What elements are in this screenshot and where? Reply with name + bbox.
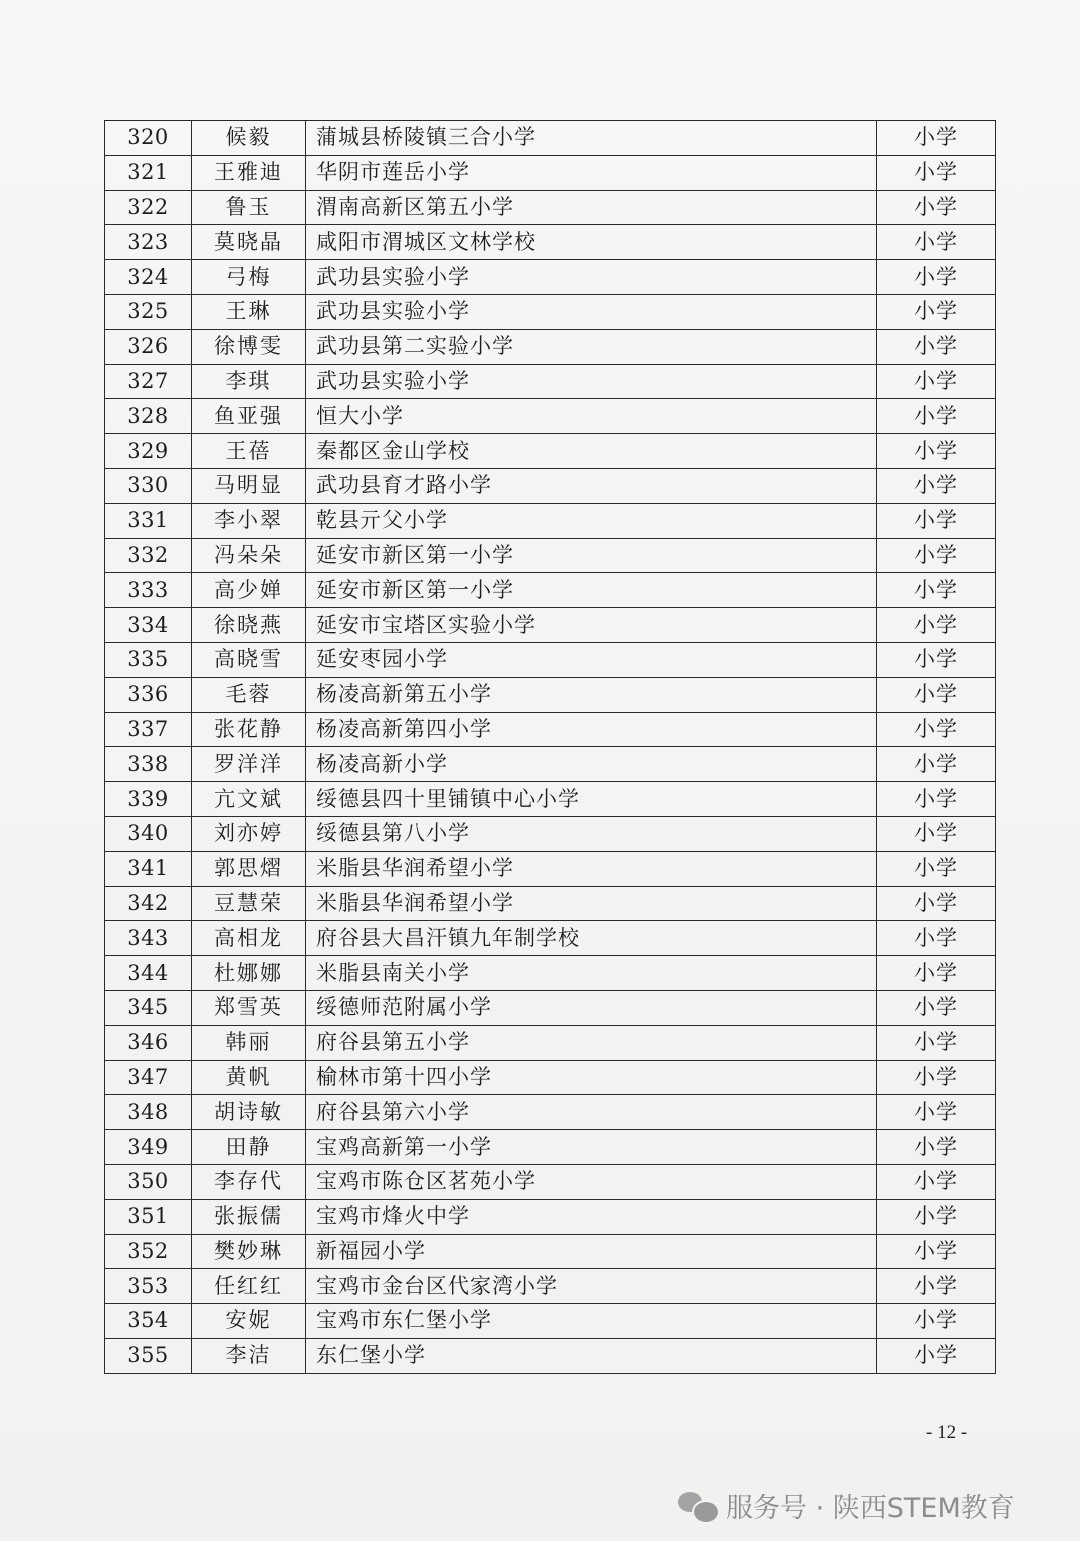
row-number-cell: 353 (105, 1269, 192, 1304)
name-cell: 王琳 (192, 294, 306, 329)
school-cell: 秦都区金山学校 (306, 434, 877, 469)
level-cell: 小学 (877, 1234, 996, 1269)
level-cell: 小学 (877, 573, 996, 608)
level-cell: 小学 (877, 329, 996, 364)
table-row (105, 677, 996, 712)
school-cell: 米脂县南关小学 (306, 956, 877, 991)
table-row (105, 747, 996, 782)
name-cell: 李琪 (192, 364, 306, 399)
table-row (105, 503, 996, 538)
level-cell: 小学 (877, 990, 996, 1025)
table-row (105, 712, 996, 747)
table-row (105, 538, 996, 573)
name-cell: 韩丽 (192, 1025, 306, 1060)
table-row (105, 155, 996, 190)
level-cell: 小学 (877, 538, 996, 573)
table-row (105, 1234, 996, 1269)
page-number: - 12 - (926, 1422, 968, 1443)
row-number-cell: 327 (105, 364, 192, 399)
row-number-cell: 323 (105, 225, 192, 260)
table-row (105, 642, 996, 677)
table-row (105, 225, 996, 260)
row-number-cell: 355 (105, 1338, 192, 1373)
table-row (105, 1095, 996, 1130)
school-cell: 宝鸡高新第一小学 (306, 1130, 877, 1165)
row-number-cell: 346 (105, 1025, 192, 1060)
level-cell: 小学 (877, 956, 996, 991)
school-cell: 宝鸡市东仁堡小学 (306, 1304, 877, 1339)
name-cell: 李洁 (192, 1338, 306, 1373)
level-cell: 小学 (877, 1199, 996, 1234)
school-cell: 武功县实验小学 (306, 260, 877, 295)
table-row (105, 956, 996, 991)
level-cell: 小学 (877, 642, 996, 677)
level-cell: 小学 (877, 1025, 996, 1060)
table-row (105, 573, 996, 608)
name-cell: 弓梅 (192, 260, 306, 295)
row-number-cell: 331 (105, 503, 192, 538)
school-cell: 恒大小学 (306, 399, 877, 434)
level-cell: 小学 (877, 190, 996, 225)
row-number-cell: 336 (105, 677, 192, 712)
level-cell: 小学 (877, 782, 996, 817)
school-cell: 府谷县大昌汗镇九年制学校 (306, 921, 877, 956)
level-cell: 小学 (877, 503, 996, 538)
name-cell: 王蓓 (192, 434, 306, 469)
name-cell: 杜娜娜 (192, 956, 306, 991)
name-cell: 李小翠 (192, 503, 306, 538)
name-cell: 高晓雪 (192, 642, 306, 677)
level-cell: 小学 (877, 155, 996, 190)
school-cell: 乾县亓父小学 (306, 503, 877, 538)
table-row (105, 782, 996, 817)
row-number-cell: 337 (105, 712, 192, 747)
name-cell: 刘亦婷 (192, 816, 306, 851)
school-cell: 榆林市第十四小学 (306, 1060, 877, 1095)
school-cell: 武功县第二实验小学 (306, 329, 877, 364)
school-cell: 杨凌高新第五小学 (306, 677, 877, 712)
school-cell: 米脂县华润希望小学 (306, 886, 877, 921)
row-number-cell: 325 (105, 294, 192, 329)
name-cell: 鱼亚强 (192, 399, 306, 434)
table-row (105, 1025, 996, 1060)
row-number-cell: 324 (105, 260, 192, 295)
level-cell: 小学 (877, 1304, 996, 1339)
table-row (105, 886, 996, 921)
name-cell: 张振儒 (192, 1199, 306, 1234)
name-cell: 候毅 (192, 121, 306, 156)
row-number-cell: 340 (105, 816, 192, 851)
school-cell: 宝鸡市陈仓区茗苑小学 (306, 1164, 877, 1199)
row-number-cell: 321 (105, 155, 192, 190)
table-row (105, 434, 996, 469)
level-cell: 小学 (877, 921, 996, 956)
table-row (105, 990, 996, 1025)
name-cell: 徐晓燕 (192, 608, 306, 643)
name-cell: 豆慧荣 (192, 886, 306, 921)
name-cell: 王雅迪 (192, 155, 306, 190)
level-cell: 小学 (877, 225, 996, 260)
name-cell: 罗洋洋 (192, 747, 306, 782)
school-cell: 蒲城县桥陵镇三合小学 (306, 121, 877, 156)
name-cell: 樊妙琳 (192, 1234, 306, 1269)
school-cell: 武功县实验小学 (306, 364, 877, 399)
level-cell: 小学 (877, 1338, 996, 1373)
name-cell: 鲁玉 (192, 190, 306, 225)
row-number-cell: 342 (105, 886, 192, 921)
level-cell: 小学 (877, 294, 996, 329)
row-number-cell: 351 (105, 1199, 192, 1234)
school-cell: 延安市新区第一小学 (306, 538, 877, 573)
table-row (105, 1164, 996, 1199)
table-row (105, 1269, 996, 1304)
table-row (105, 260, 996, 295)
table-row (105, 468, 996, 503)
row-number-cell: 345 (105, 990, 192, 1025)
school-cell: 宝鸡市烽火中学 (306, 1199, 877, 1234)
level-cell: 小学 (877, 364, 996, 399)
row-number-cell: 334 (105, 608, 192, 643)
name-cell: 李存代 (192, 1164, 306, 1199)
row-number-cell: 343 (105, 921, 192, 956)
name-cell: 马明显 (192, 468, 306, 503)
row-number-cell: 328 (105, 399, 192, 434)
level-cell: 小学 (877, 608, 996, 643)
school-cell: 府谷县第六小学 (306, 1095, 877, 1130)
wechat-icon (678, 1490, 718, 1522)
name-cell: 徐博雯 (192, 329, 306, 364)
name-cell: 胡诗敏 (192, 1095, 306, 1130)
school-cell: 绥德县四十里铺镇中心小学 (306, 782, 877, 817)
level-cell: 小学 (877, 712, 996, 747)
row-number-cell: 344 (105, 956, 192, 991)
table-row (105, 294, 996, 329)
level-cell: 小学 (877, 434, 996, 469)
name-cell: 安妮 (192, 1304, 306, 1339)
row-number-cell: 332 (105, 538, 192, 573)
school-cell: 绥德师范附属小学 (306, 990, 877, 1025)
name-cell: 高少婵 (192, 573, 306, 608)
level-cell: 小学 (877, 399, 996, 434)
row-number-cell: 333 (105, 573, 192, 608)
level-cell: 小学 (877, 468, 996, 503)
school-cell: 府谷县第五小学 (306, 1025, 877, 1060)
level-cell: 小学 (877, 677, 996, 712)
school-cell: 渭南高新区第五小学 (306, 190, 877, 225)
school-cell: 杨凌高新第四小学 (306, 712, 877, 747)
table-row (105, 329, 996, 364)
name-cell: 毛蓉 (192, 677, 306, 712)
school-cell: 延安市新区第一小学 (306, 573, 877, 608)
watermark (678, 1486, 1015, 1525)
school-cell: 宝鸡市金台区代家湾小学 (306, 1269, 877, 1304)
row-number-cell: 338 (105, 747, 192, 782)
level-cell: 小学 (877, 1060, 996, 1095)
row-number-cell: 348 (105, 1095, 192, 1130)
school-cell: 华阴市莲岳小学 (306, 155, 877, 190)
level-cell: 小学 (877, 260, 996, 295)
name-cell: 冯朵朵 (192, 538, 306, 573)
table-row (105, 364, 996, 399)
row-number-cell: 326 (105, 329, 192, 364)
table-row (105, 1199, 996, 1234)
row-number-cell: 335 (105, 642, 192, 677)
level-cell: 小学 (877, 747, 996, 782)
roster-table (104, 120, 996, 1374)
table-row (105, 851, 996, 886)
name-cell: 莫晓晶 (192, 225, 306, 260)
school-cell: 武功县实验小学 (306, 294, 877, 329)
row-number-cell: 354 (105, 1304, 192, 1339)
level-cell: 小学 (877, 816, 996, 851)
row-number-cell: 352 (105, 1234, 192, 1269)
table-row (105, 1060, 996, 1095)
table-row (105, 1130, 996, 1165)
table-row (105, 121, 996, 156)
watermark-text: 服务号 · 陕西STEM教育 (726, 1493, 1015, 1524)
name-cell: 郭思熠 (192, 851, 306, 886)
name-cell: 郑雪英 (192, 990, 306, 1025)
school-cell: 东仁堡小学 (306, 1338, 877, 1373)
row-number-cell: 349 (105, 1130, 192, 1165)
table-row (105, 399, 996, 434)
level-cell: 小学 (877, 1269, 996, 1304)
name-cell: 任红红 (192, 1269, 306, 1304)
school-cell: 绥德县第八小学 (306, 816, 877, 851)
level-cell: 小学 (877, 1130, 996, 1165)
name-cell: 张花静 (192, 712, 306, 747)
row-number-cell: 322 (105, 190, 192, 225)
school-cell: 武功县育才路小学 (306, 468, 877, 503)
name-cell: 高相龙 (192, 921, 306, 956)
name-cell: 亢文斌 (192, 782, 306, 817)
table-row (105, 1304, 996, 1339)
school-cell: 延安市宝塔区实验小学 (306, 608, 877, 643)
row-number-cell: 350 (105, 1164, 192, 1199)
row-number-cell: 341 (105, 851, 192, 886)
table-row (105, 921, 996, 956)
school-cell: 新福园小学 (306, 1234, 877, 1269)
table-row (105, 190, 996, 225)
row-number-cell: 329 (105, 434, 192, 469)
school-cell: 米脂县华润希望小学 (306, 851, 877, 886)
row-number-cell: 320 (105, 121, 192, 156)
level-cell: 小学 (877, 886, 996, 921)
roster-table-body (105, 121, 996, 1374)
table-row (105, 608, 996, 643)
level-cell: 小学 (877, 1164, 996, 1199)
school-cell: 杨凌高新小学 (306, 747, 877, 782)
level-cell: 小学 (877, 851, 996, 886)
level-cell: 小学 (877, 1095, 996, 1130)
row-number-cell: 330 (105, 468, 192, 503)
level-cell: 小学 (877, 121, 996, 156)
school-cell: 延安枣园小学 (306, 642, 877, 677)
name-cell: 黄帆 (192, 1060, 306, 1095)
row-number-cell: 339 (105, 782, 192, 817)
table-row (105, 1338, 996, 1373)
table-row (105, 816, 996, 851)
row-number-cell: 347 (105, 1060, 192, 1095)
school-cell: 咸阳市渭城区文林学校 (306, 225, 877, 260)
name-cell: 田静 (192, 1130, 306, 1165)
